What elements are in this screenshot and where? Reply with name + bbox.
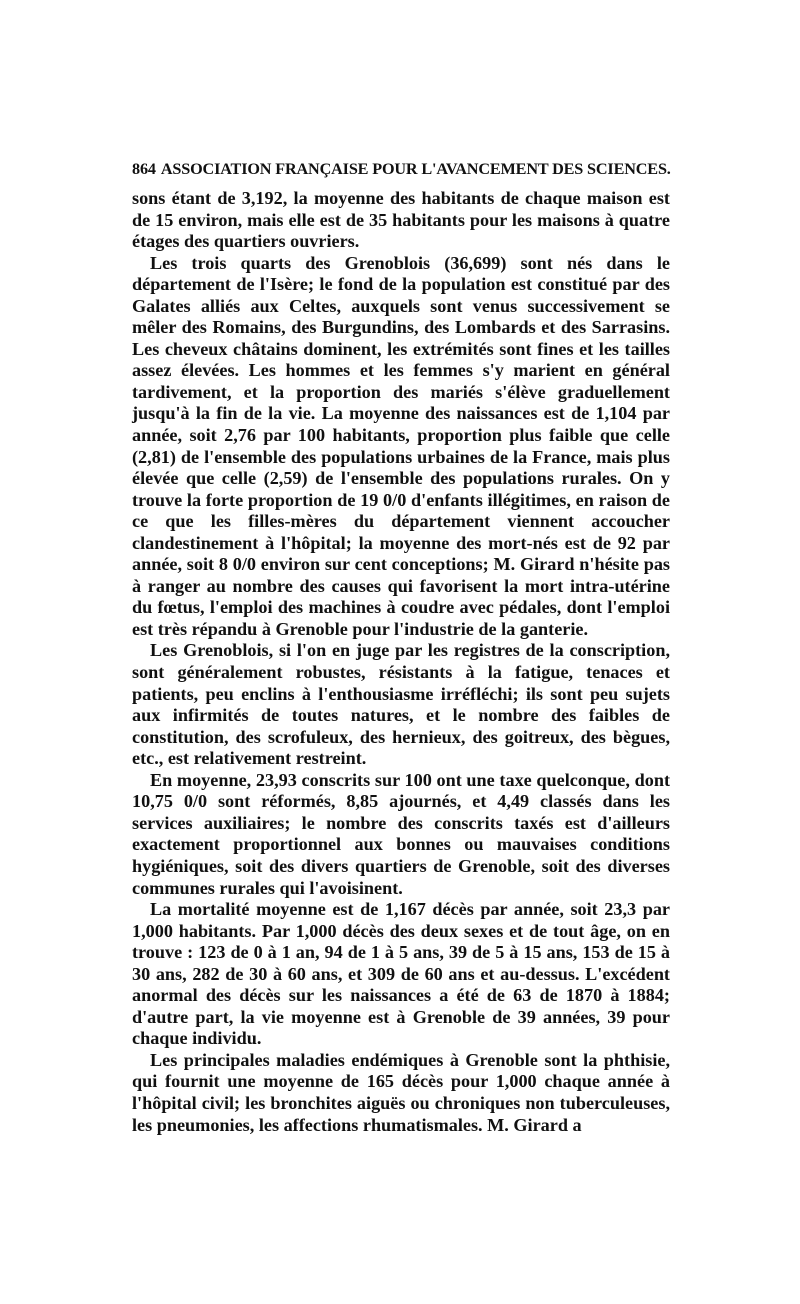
paragraph-diseases: Les principales maladies endémiques à Grenoble sont la phthisie, qui fournit une moyenne de 165 décès pour 1,000 chaque année à l'hôpital civil; les bronchites aiguës ou chroniques non tuberculeuses, les pneumonies, les affections rhumatismales. M. Girard a	[132, 1049, 670, 1135]
running-title: ASSOCIATION FRANÇAISE POUR L'AVANCEMENT DES SCIENCES.	[160, 160, 671, 178]
paragraph-conscription: Les Grenoblois, si l'on en juge par les registres de la conscription, sont généralement robustes, résistants à la fatigue, tenaces et patients, peu enclins à l'enthousiasme irréfléchi; ils sont peu sujets aux infirmités de toutes natures, et le nombre des faibles de constitution, des scrofuleux, des hernieux, des goitreux, des bègues, etc., est relativement restreint.	[132, 640, 670, 769]
paragraph-conscripts-taxed: En moyenne, 23,93 conscrits sur 100 ont une taxe quelconque, dont 10,75 0/0 sont réformés, 8,85 ajournés, et 4,49 classés dans les services auxiliaires; le nombre des conscrits taxés est d'ailleurs exactement proportionnel aux bonnes ou mauvaises conditions hygiéniques, soit des divers quartiers de Grenoble, soit des diverses communes rurales qui l'avoisinent.	[132, 769, 670, 898]
running-header	[132, 160, 670, 186]
paragraph-mortality: La mortalité moyenne est de 1,167 décès par année, soit 23,3 par 1,000 habitants. Par 1,000 décès des deux sexes et de tout âge, on en trouve : 123 de 0 à 1 an, 94 de 1 à 5 ans, 39 de 5 à 15 ans, 153 de 15 à 30 ans, 282 de 30 à 60 ans, et 309 de 60 ans et au-dessus. L'excédent anormal des décès sur les naissances a été de 63 de 1870 à 1884; d'autre part, la vie moyenne est à Grenoble de 39 années, 39 pour chaque individu.	[132, 899, 670, 1049]
page	[132, 160, 670, 1136]
page-number: 864	[132, 160, 156, 178]
paragraph-continuation: sons étant de 3,192, la moyenne des habitants de chaque maison est de 15 environ, mais elle est de 35 habitants pour les maisons à quatre étages des quartiers ouvriers.	[132, 188, 670, 252]
paragraph-origins-births: Les trois quarts des Grenoblois (36,699) sont nés dans le département de l'Isère; le fond de la population est constitué par des Galates alliés aux Celtes, auxquels sont venus successivement se mêler des Romains, des Burgundins, des Lombards et des Sarrasins. Les cheveux châtains dominent, les extrémités sont fines et les tailles assez élevées. Les hommes et les femmes s'y marient en général tardivement, et la proportion des mariés s'élève graduellement jusqu'à la fin de la vie. La moyenne des naissances est de 1,104 par année, soit 2,76 par 100 habitants, proportion plus faible que celle (2,81) de l'ensemble des populations urbaines de la France, mais plus élevée que celle (2,59) de l'ensemble des populations rurales. On y trouve la forte proportion de 19 0/0 d'enfants illégitimes, en raison de ce que les filles-mères du département viennent accoucher clandestinement à l'hôpital; la moyenne des mort-nés est de 92 par année, soit 8 0/0 environ sur cent conceptions; M. Girard n'hésite pas à ranger au nombre des causes qui favorisent la mort intra-utérine du fœtus, l'emploi des machines à coudre avec pédales, dont l'emploi est très répandu à Grenoble pour l'industrie de la ganterie.	[132, 252, 670, 639]
body-text	[132, 188, 670, 1136]
